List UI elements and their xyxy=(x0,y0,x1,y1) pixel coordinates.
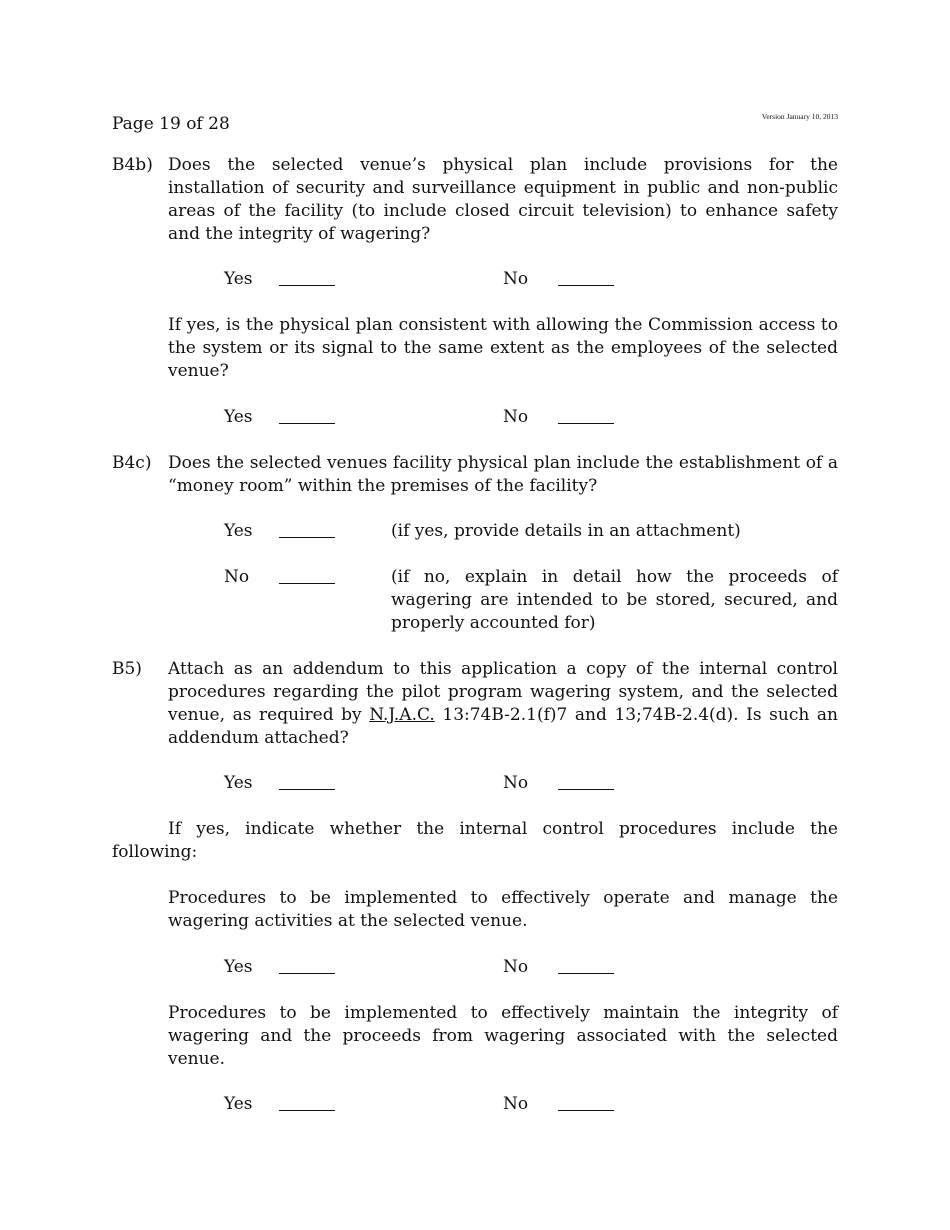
njac-citation: N.J.A.C. xyxy=(369,705,435,725)
b4b-no-blank[interactable] xyxy=(558,271,614,286)
b4c-no-note: (if no, explain in detail how the proceeds of wagering are intended to be stored, secured, and properly accounted for) xyxy=(391,567,838,633)
b5-question-part1: Attach as an addendum to this application a copy of the internal control procedures regarding the pilot program wagering system, and the selected venue, as required by xyxy=(168,659,838,725)
b5-no-blank[interactable] xyxy=(558,775,614,790)
proc2-yes-blank[interactable] xyxy=(279,1096,335,1111)
b4b-followup-yes-label: Yes xyxy=(224,407,253,427)
b5-no-label: No xyxy=(503,773,529,793)
b4c-yes-note: (if yes, provide details in an attachment) xyxy=(391,521,741,541)
b4c-no-blank[interactable] xyxy=(279,569,335,584)
b5-procedure-1: Procedures to be implemented to effectively operate and manage the wagering activities at the selected venue. xyxy=(168,888,838,931)
proc2-no-blank[interactable] xyxy=(558,1096,614,1111)
b4b-yes-blank[interactable] xyxy=(279,271,335,286)
proc1-yes-label: Yes xyxy=(224,957,253,977)
version-date: Version January 10, 2013 xyxy=(761,112,838,121)
page-number: Page 19 of 28 xyxy=(112,114,230,134)
proc1-yes-blank[interactable] xyxy=(279,959,335,974)
b5-procedure-2: Procedures to be implemented to effectively maintain the integrity of wagering and the proceeds from wagering associated with the selected venue. xyxy=(168,1003,838,1069)
b5-indicate: If yes, indicate whether the internal control procedures include the following: xyxy=(112,819,838,862)
b4b-question: Does the selected venue’s physical plan include provisions for the installation of security and surveillance equipment in public and non-public areas of the facility (to include closed circuit television) to enhance safety and the integrity of wagering? xyxy=(168,155,838,244)
b4b-no-label: No xyxy=(503,269,529,289)
proc1-no-label: No xyxy=(503,957,529,977)
b5-yes-blank[interactable] xyxy=(279,775,335,790)
b5-question-part2: 13:74B-2.1(f)7 and 13;74B-2.4(d). Is such an addendum attached? xyxy=(168,705,838,748)
b4c-yes-label: Yes xyxy=(224,521,253,541)
proc1-no-blank[interactable] xyxy=(558,959,614,974)
b5-question xyxy=(168,658,838,750)
b5-label: B5) xyxy=(112,659,142,679)
b4c-yes-blank[interactable] xyxy=(279,523,335,538)
b4c-question: Does the selected venues facility physical plan include the establishment of a “money room” within the premises of the facility? xyxy=(168,453,838,496)
b4b-followup-no-label: No xyxy=(503,407,529,427)
b4c-no-label: No xyxy=(224,567,250,587)
proc2-yes-label: Yes xyxy=(224,1094,253,1114)
b4b-yes-label: Yes xyxy=(224,269,253,289)
b4b-followup: If yes, is the physical plan consistent with allowing the Commission access to the system or its signal to the same extent as the employees of the selected venue? xyxy=(168,315,838,381)
b4b-followup-yes-blank[interactable] xyxy=(279,409,335,424)
b4b-followup-no-blank[interactable] xyxy=(558,409,614,424)
b4c-label: B4c) xyxy=(112,453,152,473)
proc2-no-label: No xyxy=(503,1094,529,1114)
b4b-label: B4b) xyxy=(112,155,153,175)
b5-yes-label: Yes xyxy=(224,773,253,793)
